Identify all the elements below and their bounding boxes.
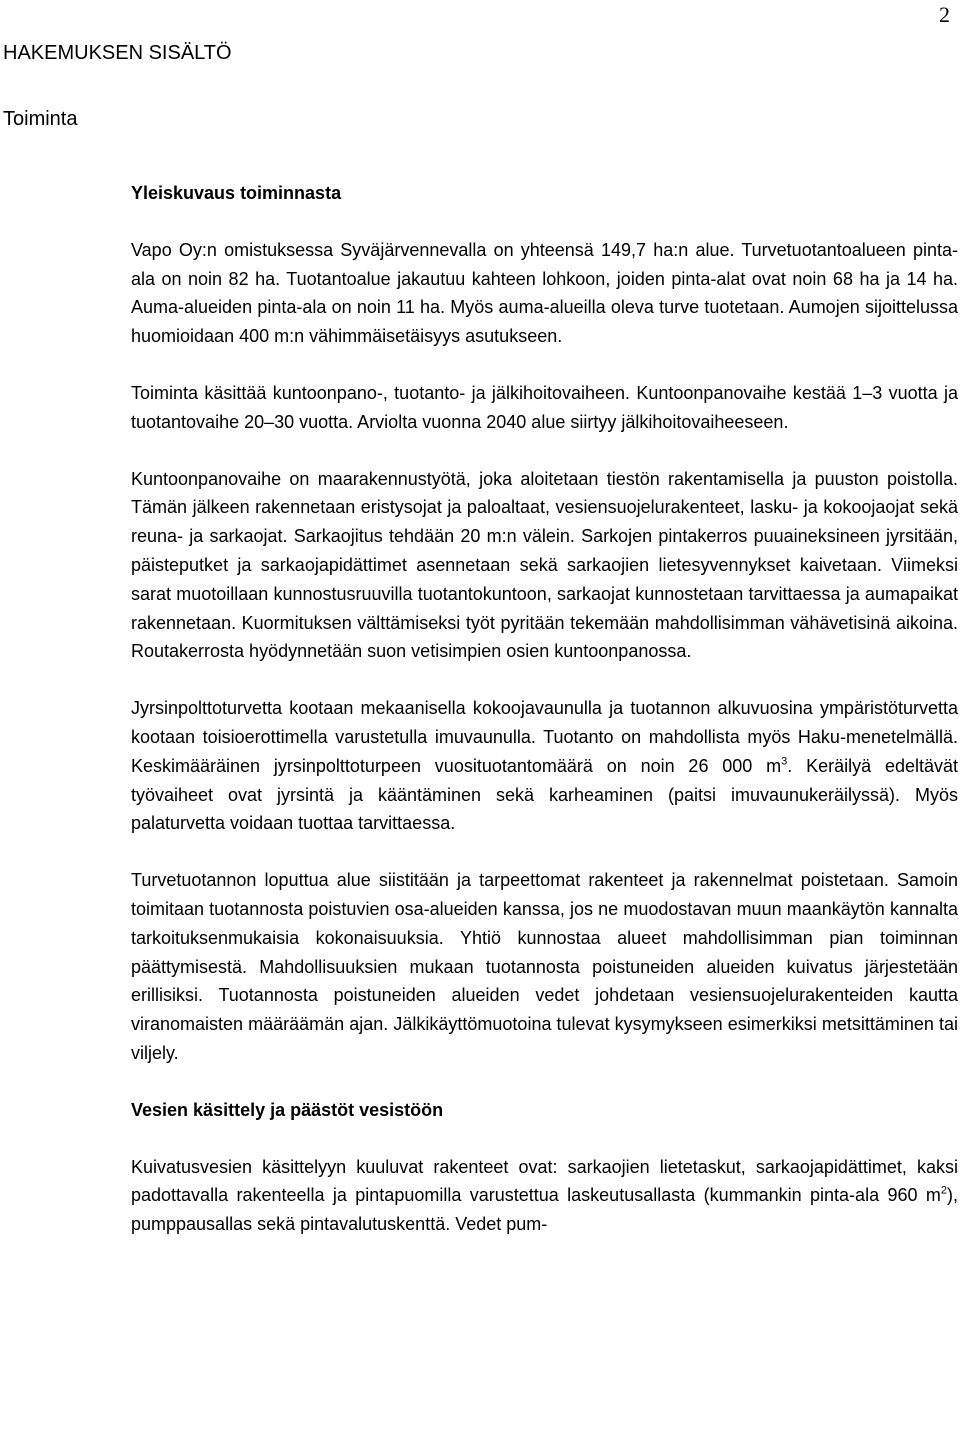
paragraph-water-treatment: [131, 1153, 958, 1239]
page-number: 2: [939, 2, 950, 27]
paragraph-water-text-cont: ), pumppausallas sekä pintavalutuskenttä. Vedet pum-: [131, 1185, 958, 1235]
section-heading-overview: Yleiskuvaus toiminnasta: [131, 183, 342, 203]
paragraph-preparation: Kuntoonpanovaihe on maarakennustyötä, joka aloitetaan tiestön rakentamisella ja puuston poistolla. Tämän jälkeen rakennetaan eristysojat ja paloaltaat, vesiensuojelurakenteet, lasku- ja kokoojaojat sekä reuna- ja sarkaojat. Sarkaojitus tehdään 20 m:n välein. Sarkojen pintakerros puuaineksineen jyrsitään, päisteputket ja sarkaojapidättimet asennetaan sekä sarkaojien lietesyvennykset kaivetaan. Viimeksi sarat muotoillaan kunnostusruuvilla tuotantokuntoon, sarkaojat kunnostetaan tarvittaessa ja aumapaikat rakennetaan. Kuormituksen välttämiseksi työt pyritään tekemään mahdollisimman vähävetisinä aikoina. Routakerrosta hyödynnetään suon vetisimpien osien kuntoonpanossa.: [131, 468, 958, 662]
paragraph-phases: Toiminta käsittää kuntoonpano-, tuotanto- ja jälkihoitovaiheen. Kuntoonpanovaihe kestää 1–3 vuotta ja tuotantovaihe 20–30 vuotta. Arviolta vuonna 2040 alue siirtyy jälkihoitovaiheeseen.: [131, 382, 958, 432]
paragraph-production: [131, 694, 958, 838]
document-title: HAKEMUKSEN SISÄLTÖ: [3, 42, 232, 64]
section-heading-water: Vesien käsittely ja päästöt vesistöön: [131, 1099, 444, 1120]
paragraph-production-text-cont: . Keräilyä edeltävät työvaiheet ovat jyrsintä ja kääntäminen sekä karheaminen (paitsi imuvaunukeräilyssä). Myös palaturvetta voidaan tuottaa tarvittaessa.: [131, 755, 959, 834]
paragraph-production-text: Jyrsinpolttoturvetta kootaan mekaanisella kokoojavaunulla ja tuotannon alkuvuosina ympäristöturvetta kootaan toisioerottimella varustetulla imuvaunulla. Tuotanto on mahdollista myös Haku-menetelmällä. Keskimääräinen jyrsinpolttoturpeen vuosituotantomäärä on noin 26 000 m: [131, 698, 958, 776]
section-label: Toiminta: [3, 108, 78, 130]
superscript-2: 2: [940, 1184, 947, 1197]
paragraph-aftercare: Turvetuotannon loputtua alue siistitään ja tarpeettomat rakenteet ja rakennelmat poistetaan. Samoin toimitaan tuotannosta poistuvien osa-alueiden kanssa, jos ne muodostavan muun maankäytön kannalta tarkoituksenmukaisia kokonaisuuksia. Yhtiö kunnostaa alueet mahdollisimman pian toiminnan päättymisestä. Mahdollisuuksien mukaan tuotannosta poistuneiden alueiden kuivatus järjestetään erillisiksi. Tuotannosta poistuneiden alueiden vedet johdetaan vesiensuojelurakenteiden kautta viranomaisten määräämän ajan. Jälkikäyttömuotoina tulevat kysymykseen esimerkiksi metsittäminen tai viljely.: [131, 870, 958, 1063]
document-body: [131, 179, 958, 1239]
paragraph-water-text: Kuivatusvesien käsittelyyn kuuluvat rakenteet ovat: sarkaojien lietetaskut, sarkaojapidättimet, kaksi padottavalla rakenteella ja pintapuomilla varustettua laskeutusallasta (kummankin pinta-ala 960 m: [131, 1156, 958, 1206]
paragraph-area: Vapo Oy:n omistuksessa Syväjärvennevalla on yhteensä 149,7 ha:n alue. Turvetuotantoalueen pinta-ala on noin 82 ha. Tuotantoalue jakautuu kahteen lohkoon, joiden pinta-alat ovat noin 68 ha ja 14 ha. Auma-alueiden pinta-ala on noin 11 ha. Myös auma-alueilla oleva turve tuotetaan. Aumojen sijoittelussa huomioidaan 400 m:n vähimmäisetäisyys asutukseen.: [131, 239, 958, 347]
superscript-3: 3: [781, 755, 788, 768]
